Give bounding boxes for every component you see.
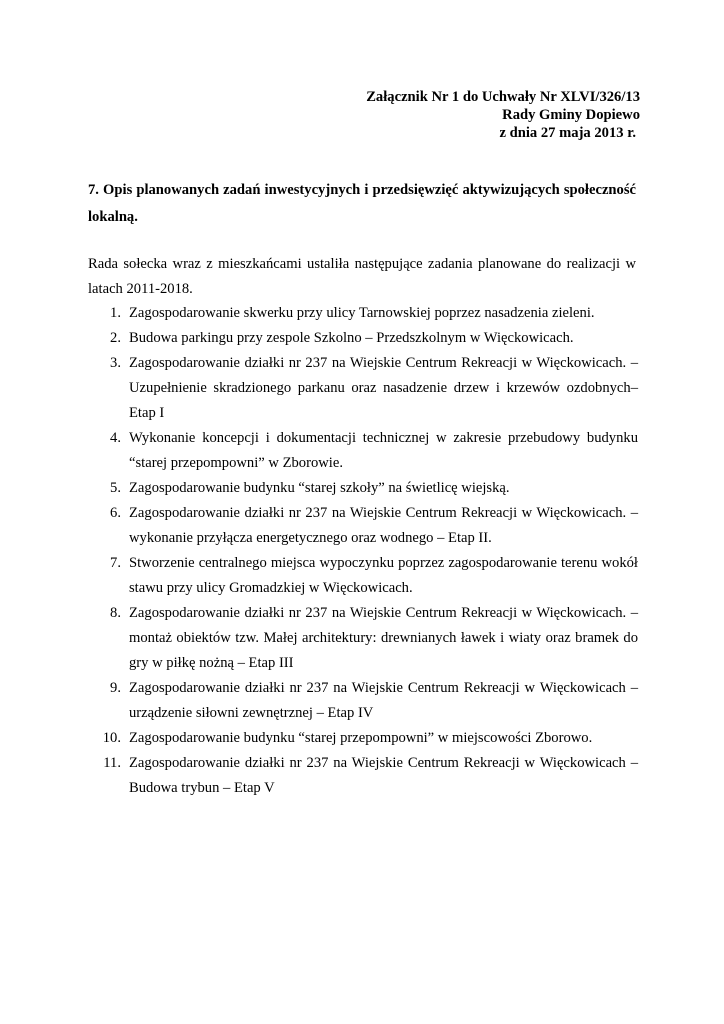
task-text: Zagospodarowanie skwerku przy ulicy Tarnowskiej poprzez nasadzenia zieleni. bbox=[129, 305, 595, 321]
task-item-9 bbox=[88, 676, 638, 726]
task-item-6 bbox=[88, 501, 638, 551]
task-number: 9. bbox=[110, 680, 121, 696]
section-title: 7. Opis planowanych zadań inwestycyjnych i przedsięwzięć aktywizujących społeczność lokalną. bbox=[88, 182, 636, 225]
task-item-3 bbox=[88, 351, 638, 426]
task-text: Zagospodarowanie działki nr 237 na Wiejskie Centrum Rekreacji w Więckowicach. – wykonanie przyłącza energetycznego oraz wodnego – Etap II. bbox=[129, 505, 638, 546]
task-number: 5. bbox=[110, 480, 121, 496]
task-number: 8. bbox=[110, 605, 121, 621]
task-text: Zagospodarowanie działki nr 237 na Wiejskie Centrum Rekreacji w Więckowicach – urządzenie siłowni zewnętrznej – Etap IV bbox=[129, 680, 638, 721]
task-text: Zagospodarowanie budynku “starej przepompowni” w miejscowości Zborowo. bbox=[129, 730, 593, 746]
task-number: 7. bbox=[110, 555, 121, 571]
task-text: Zagospodarowanie działki nr 237 na Wiejskie Centrum Rekreacji w Więckowicach. – Uzupełnienie skradzionego parkanu oraz nasadzenie drzew i krzewów ozdobnych– Etap I bbox=[129, 355, 638, 421]
resolution-date: z dnia 27 maja 2013 r. bbox=[499, 125, 636, 141]
task-item-11 bbox=[88, 751, 638, 801]
task-number: 2. bbox=[110, 330, 121, 346]
task-item-2 bbox=[88, 326, 638, 351]
task-text: Stworzenie centralnego miejsca wypoczynku poprzez zagospodarowanie terenu wokół stawu przy ulicy Gromadzkiej w Więckowicach. bbox=[129, 555, 638, 596]
task-number: 4. bbox=[110, 430, 121, 446]
attachment-title: Załącznik Nr 1 do Uchwały Nr XLVI/326/13 bbox=[366, 89, 640, 105]
task-text: Zagospodarowanie działki nr 237 na Wiejskie Centrum Rekreacji w Więckowicach – Budowa trybun – Etap V bbox=[129, 755, 638, 796]
task-item-10 bbox=[88, 726, 638, 751]
task-number: 11. bbox=[103, 755, 121, 771]
task-text: Zagospodarowanie działki nr 237 na Wiejskie Centrum Rekreacji w Więckowicach. – montaż obiektów tzw. Małej architektury: drewnianych ławek i wiaty oraz bramek do gry w piłkę nożną – Etap III bbox=[129, 605, 638, 671]
task-item-8 bbox=[88, 601, 638, 676]
task-item-7 bbox=[88, 551, 638, 601]
task-number: 10. bbox=[102, 730, 121, 746]
attachment-header bbox=[366, 88, 640, 142]
task-text: Budowa parkingu przy zespole Szkolno – Przedszkolnym w Więckowicach. bbox=[129, 330, 574, 346]
task-number: 1. bbox=[110, 305, 121, 321]
council-name: Rady Gminy Dopiewo bbox=[502, 107, 640, 123]
task-number: 6. bbox=[110, 505, 121, 521]
intro-paragraph: Rada sołecka wraz z mieszkańcami ustaliła następujące zadania planowane do realizacji w latach 2011-2018. bbox=[88, 256, 636, 297]
task-list bbox=[88, 301, 638, 801]
task-number: 3. bbox=[110, 355, 121, 371]
task-item-1 bbox=[88, 301, 638, 326]
task-text: Wykonanie koncepcji i dokumentacji technicznej w zakresie przebudowy budynku “starej przepompowni” w Zborowie. bbox=[129, 430, 638, 471]
task-item-4 bbox=[88, 426, 638, 476]
task-item-5 bbox=[88, 476, 638, 501]
task-text: Zagospodarowanie budynku “starej szkoły” na świetlicę wiejską. bbox=[129, 480, 510, 496]
